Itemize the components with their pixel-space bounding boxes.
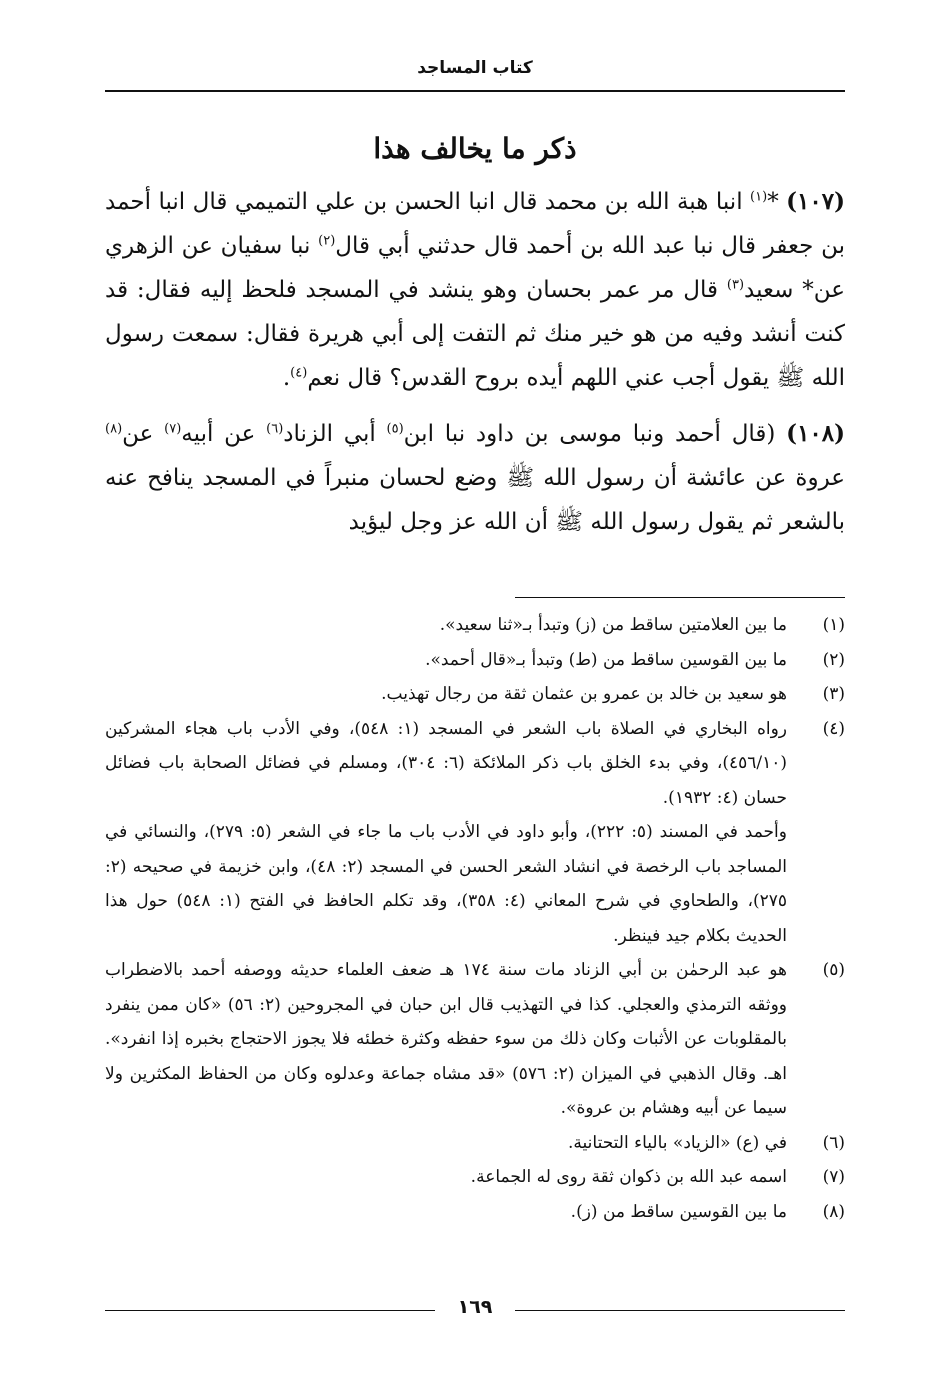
hadith-text: عن [122, 421, 165, 447]
footnote-text [105, 1195, 787, 1230]
footnote [105, 1126, 845, 1161]
footnote-ref: (٨) [105, 421, 123, 437]
footnote-text [105, 1160, 787, 1195]
section-title: ذكر ما يخالف هذا [373, 132, 577, 165]
hadith-text: عروة عن عائشة أن رسول الله ﷺ وضع لحسان منبراً في المسجد ينافح عنه بالشعر ثم يقول رسول الله ﷺ أن الله عز وجل ليؤيد [105, 465, 845, 535]
footnote-ref: (٥) [386, 421, 404, 437]
footnotes [105, 608, 845, 1229]
footnote-line: وأحمد في المسند (٥: ٢٢٢)، وأبو داود في الأدب باب ما جاء في الشعر (٥: ٢٧٩)، والنسائي في المساجد باب الرخصة في انشاد الشعر الحسن في المسجد (٢: ٤٨)، وابن خزيمة في صحيحه (٢: ٢٧٥)، والطحاوي في شرح المعاني (٤: ٣٥٨)، وقد تكلم الحافظ في الفتح (١: ٥٤٨) حول هذا الحديث بكلام جيد فينظر. [105, 822, 787, 946]
hadith-text: (قال أحمد ونبا موسى بن داود نبا ابن [403, 421, 787, 447]
footnote [105, 643, 845, 678]
hadith-text: نبا سفيان عن الزهري عن [105, 233, 845, 303]
footnote-number: (١) [822, 615, 845, 635]
footnote-number: (٣) [822, 684, 845, 704]
footnote-line: هو سعيد بن خالد بن عمرو بن عثمان ثقة من رجال تهذيب. [381, 684, 787, 704]
footnote-line: اسمه عبد الله بن ذكوان ثقة روى له الجماعة. [470, 1167, 787, 1187]
footnote-number: (٥) [822, 960, 845, 980]
footer-rule [105, 1310, 435, 1311]
hadith-paragraph [105, 180, 845, 400]
footnote-text [105, 677, 787, 712]
footnote-line: ما بين العلامتين ساقط من (ز) وتبدأ بـ«ثنا سعيد». [439, 615, 787, 635]
page-footer [105, 1296, 845, 1326]
footnote-text [105, 712, 787, 954]
footnote-text [105, 953, 787, 1126]
footnote [105, 953, 845, 1126]
hadith-text: سعيد [744, 277, 803, 303]
header-rule [105, 90, 845, 92]
footnote-line: هو عبد الرحمٰن بن أبي الزناد مات سنة ١٧٤ هـ ضعف العلماء حديثه ووصفه أحمد بالاضطراب ووثقه الترمذي والعجلي. كذا في التهذيب قال ابن حبان في المجروحين (٢: ٥٦) «كان ممن ينفرد بالمقلوبات عن الأثبات وكان ذلك من سوء حفظه وكثرة خطئه فلا يجوز الاحتجاج بخبره إذا انفرد». اهـ. وقال الذهبي في الميزان (٢: ٥٧٦) «قد مشاه جماعة وعدلوه وكان من الحفاظ المكثرين ولا سيما عن أبيه وهشام بن عروة». [105, 960, 787, 1118]
hadith-text: قال مر عمر بحسان وهو ينشد في المسجد فلحظ إليه فقال: قد كنت أنشد وفيه من هو خير منك ثم التفت إلى أبي هريرة فقال: سمعت رسول الله ﷺ يقول أجب عني اللهم أيده بروح القدس؟ قال نعم [105, 277, 845, 391]
footnote-line: رواه البخاري في الصلاة باب الشعر في المسجد (١: ٥٤٨)، وفي الأدب باب هجاء المشركين (٤٥٦/١٠)، وفي بدء الخلق باب ذكر الملائكة (٦: ٣٠٤)، ومسلم في فضائل الصحابة باب فضائل حسان (٤: ١٩٣٢). [105, 718, 787, 808]
marker-asterisk: * [767, 189, 779, 215]
footnote [105, 677, 845, 712]
footnote-number: (٧) [822, 1167, 845, 1187]
footnote-line: في (ع) «الزياد» بالياء التحتانية. [568, 1132, 787, 1153]
footnote [105, 1195, 845, 1230]
footnote [105, 608, 845, 643]
footnote [105, 712, 845, 954]
footnote-number: (٨) [822, 1201, 845, 1222]
footnote-ref: (٢) [318, 233, 336, 249]
main-text [105, 180, 845, 556]
footnote-ref: (٦) [266, 421, 284, 437]
hadith-text: أبي الزناد [283, 421, 387, 447]
footnote-line: ما بين القوسين ساقط من (ط) وتبدأ بـ«قال أحمد». [425, 649, 787, 670]
hadith-paragraph [105, 412, 845, 544]
hadith-text: انبا هبة الله بن محمد قال انبا الحسن بن علي التميمي قال انبا أحمد بن جعفر قال نبا عبد الله بن أحمد قال حدثني أبي قال [105, 189, 845, 259]
footnote-text [105, 1126, 787, 1161]
hadith-text: عن أبيه [181, 421, 267, 447]
footnote-number: (٢) [822, 649, 845, 670]
footer-rule [515, 1310, 845, 1311]
footnote-number: (٤) [822, 718, 845, 739]
running-head: كتاب المساجد [417, 58, 533, 78]
footnote-line: ما بين القوسين ساقط من (ز). [570, 1201, 787, 1222]
footnote-ref: (١) [750, 189, 768, 205]
footnote-rule [515, 597, 845, 598]
footnote-ref: (٧) [164, 421, 182, 437]
marker-asterisk: * [802, 277, 814, 303]
footnote [105, 1160, 845, 1195]
footnote-text [105, 608, 787, 643]
hadith-text: . [282, 365, 291, 391]
footnote-ref: (٣) [726, 277, 745, 293]
footnote-ref: (٤) [290, 365, 308, 381]
hadith-number: (١٠٨) [786, 420, 846, 447]
hadith-number: (١٠٧) [786, 188, 845, 215]
footnote-number: (٦) [822, 1132, 845, 1153]
page-number: ١٦٩ [457, 1296, 493, 1318]
footnote-text [105, 643, 787, 678]
